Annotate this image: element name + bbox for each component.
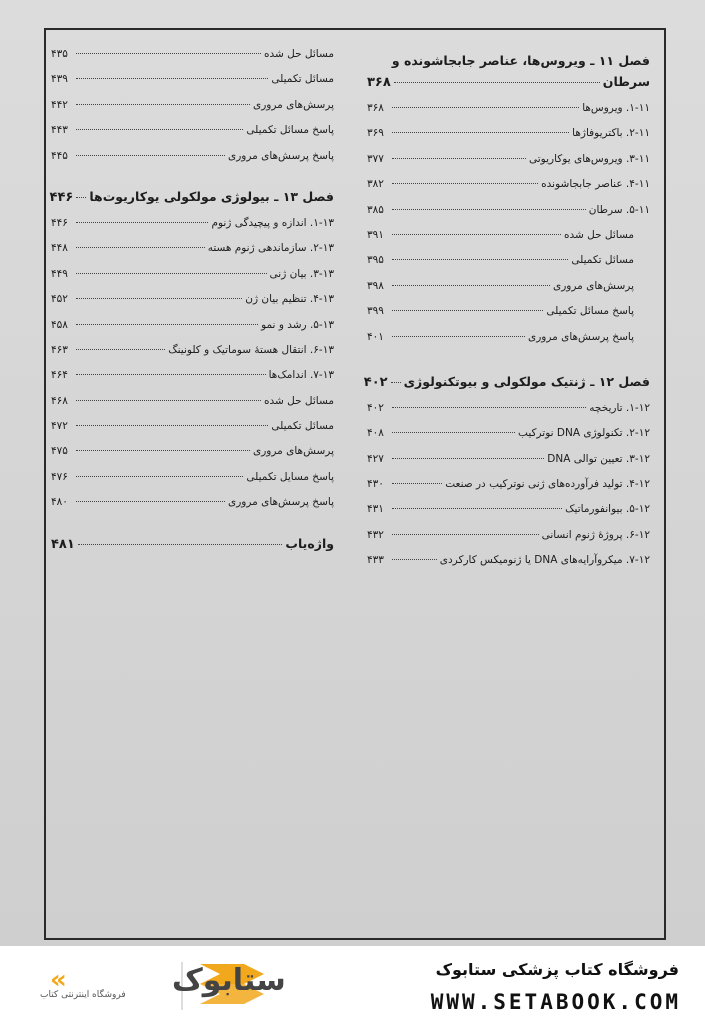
toc-entry-title: پاسخ مسائل تکمیلی [546, 305, 634, 318]
glossary-heading [51, 536, 334, 564]
toc-section-row [367, 204, 650, 229]
toc-entry-title: ۲-۱۳. سازماندهی ژنوم هسته [207, 242, 334, 255]
toc-entry-title: ۴-۱۲. تولید فرآورده‌های ژنی نوترکیب در صنعت [445, 478, 650, 491]
toc-entry-page: ۳۶۹ [367, 127, 384, 140]
toc-extra-row [367, 254, 650, 279]
toc-entry-page: ۴۴۵ [51, 149, 68, 162]
glossary-title: واژه‌یاب [285, 535, 334, 551]
leader-dots [76, 273, 267, 274]
chapter-12-heading [363, 373, 650, 402]
chapter-11-page: ۳۶۸ [367, 75, 391, 90]
toc-entry-title: پاسخ مسایل تکمیلی [246, 470, 334, 483]
leader-dots [76, 298, 242, 299]
toc-entry-page: ۴۶۸ [51, 394, 68, 407]
toc-entry-page: ۴۴۸ [51, 242, 68, 255]
leader-dots [76, 425, 268, 426]
toc-entry-page: ۴۵۸ [51, 318, 68, 331]
toc-entry-title: ۷-۱۳. اندامک‌ها [268, 369, 334, 382]
leader-dots [392, 107, 579, 108]
toc-entry-page: ۴۰۱ [367, 330, 384, 343]
leader-dots [76, 129, 243, 130]
toc-section-row [51, 99, 334, 124]
toc-entry-title: ۴-۱۳. تنظیم بیان ژن [245, 293, 334, 306]
toc-entry-title: ۲-۱۱. باکتریوفاژها [572, 127, 650, 140]
toc-entry-page: ۴۳۵ [51, 48, 68, 60]
leader-dots [392, 336, 525, 337]
toc-entry-page: ۴۳۹ [51, 73, 68, 86]
toc-section-row [367, 127, 650, 152]
toc-entry-page: ۴۴۳ [51, 124, 68, 137]
leader-dots [392, 559, 437, 560]
shop-url: WWW.SETABOOK.COM [430, 990, 681, 1014]
leader-dots [392, 183, 538, 184]
leader-dots [392, 534, 539, 535]
leader-dots [76, 349, 165, 350]
toc-section-row [51, 124, 334, 149]
leader-dots [392, 458, 544, 459]
toc-extra-row [367, 331, 650, 356]
toc-entry-title: ۵-۱۲. بیوانفورماتیک [565, 503, 650, 516]
toc-entry-title: ۳-۱۳. بیان ژنی [269, 267, 334, 280]
toc-entry-title: پاسخ مسائل تکمیلی [246, 124, 334, 137]
chapter-12-title: فصل ۱۲ ـ ژنتیک مولکولی و بیوتکنولوژی [403, 373, 650, 389]
chapter-11-title-line1: فصل ۱۱ ـ ویروس‌ها، عناصر جابجاشونده و [391, 53, 650, 68]
leader-dots [392, 132, 569, 133]
shop-name: فروشگاه کتاب پزشکی ستابوک [435, 960, 679, 979]
leader-dots [76, 53, 261, 54]
leader-dots [392, 432, 515, 433]
toc-entry-page: ۴۷۶ [51, 470, 68, 483]
toc-entry-title: ۵-۱۱. سرطان [588, 203, 650, 216]
logo-wordmark: ستابوک [172, 963, 286, 998]
toc-entry-page: ۴۰۲ [367, 401, 384, 414]
contents-frame [44, 28, 666, 940]
toc-entry-page: ۳۹۵ [367, 254, 384, 267]
toc-section-row [51, 217, 334, 242]
toc-section-row [51, 344, 334, 369]
toc-entry-title: ۵-۱۳. رشد و نمو [261, 318, 334, 331]
chapter-11-title-line2: سرطان [602, 74, 650, 89]
leader-dots [76, 374, 266, 375]
toc-entry-title: پرسش‌های مروری [253, 98, 334, 111]
toc-entry-page: ۳۹۹ [367, 305, 384, 318]
toc-section-row [51, 73, 334, 98]
toc-entry-page: ۴۳۰ [367, 478, 384, 491]
toc-section-row [367, 554, 650, 579]
setabook-logo [22, 954, 322, 1016]
toc-entry-title: مسائل تکمیلی [271, 73, 334, 86]
toc-entry-page: ۴۷۵ [51, 445, 68, 458]
toc-entry-page: ۴۳۱ [367, 503, 384, 516]
leader-dots [76, 400, 261, 401]
toc-section-row [51, 268, 334, 293]
toc-section-row [367, 478, 650, 503]
toc-section-row [51, 471, 334, 496]
toc-section-row [51, 496, 334, 521]
toc-section-row [51, 420, 334, 445]
toc-section-row [51, 48, 334, 73]
leader-dots [392, 483, 442, 484]
chapter-11-heading [367, 48, 650, 102]
toc-entry-title: پاسخ پرسش‌های مروری [227, 496, 334, 509]
toc-entry-page: ۴۴۲ [51, 98, 68, 111]
toc-section-row [51, 369, 334, 394]
leader-dots [391, 382, 401, 383]
toc-entry-page: ۴۶۴ [51, 369, 68, 382]
toc-left-column [51, 48, 334, 564]
leader-dots [76, 78, 268, 79]
toc-entry-page: ۳۸۲ [367, 178, 384, 191]
toc-section-row [367, 153, 650, 178]
toc-entry-title: مسائل حل شده [264, 394, 334, 407]
toc-section-row [51, 445, 334, 470]
toc-entry-title: مسائل حل شده [264, 48, 334, 60]
toc-entry-title: پاسخ پرسش‌های مروری [527, 330, 634, 343]
leader-dots [76, 247, 205, 248]
toc-extra-row [367, 280, 650, 305]
toc-entry-title: ۶-۱۳. انتقال هستهٔ سوماتیک و کلونینگ [168, 343, 334, 356]
toc-entry-title: ۱-۱۱. ویروس‌ها [582, 102, 650, 114]
logo-caption: فروشگاه اینترنتی کتاب [40, 990, 126, 1000]
toc-entry-page: ۴۰۸ [367, 427, 384, 440]
leader-dots [76, 197, 86, 198]
toc-section-row [367, 529, 650, 554]
toc-entry-title: پرسش‌های مروری [253, 445, 334, 458]
toc-entry-page: ۳۹۱ [367, 228, 384, 241]
toc-entry-page: ۴۴۹ [51, 267, 68, 280]
toc-entry-page: ۴۴۶ [51, 216, 68, 229]
leader-dots [76, 155, 225, 156]
leader-dots [392, 259, 568, 260]
logo-quote-icon: « [50, 965, 67, 995]
leader-dots [392, 158, 526, 159]
chapter-13-title: فصل ۱۳ ـ بیولوژی مولکولی یوکاریوت‌ها [89, 188, 334, 204]
leader-dots [76, 501, 225, 502]
glossary-page: ۴۸۱ [51, 536, 75, 552]
toc-right-column [363, 48, 650, 580]
toc-section-row [367, 402, 650, 427]
leader-dots [76, 222, 208, 223]
toc-entry-page: ۴۶۳ [51, 343, 68, 356]
toc-section-row [367, 503, 650, 528]
toc-entry-title: ۱-۱۳. اندازه و پیچیدگی ژنوم [211, 216, 334, 229]
toc-entry-title: مسائل تکمیلی [571, 254, 634, 267]
leader-dots [76, 104, 250, 105]
toc-section-row [367, 453, 650, 478]
toc-entry-page: ۴۷۲ [51, 420, 68, 433]
chapter-12-page: ۴۰۲ [363, 374, 388, 390]
leader-dots [394, 82, 600, 83]
toc-section-row [51, 395, 334, 420]
toc-entry-title: ۶-۱۲. پروژهٔ ژنوم انسانی [541, 528, 650, 541]
toc-entry-title: ۴-۱۱. عناصر جابجاشونده [541, 178, 650, 191]
toc-entry-title: پرسش‌های مروری [553, 279, 634, 292]
toc-section-row [367, 178, 650, 203]
toc-entry-page: ۴۲۷ [367, 452, 384, 465]
toc-section-row [367, 427, 650, 452]
toc-entry-title: پاسخ پرسش‌های مروری [227, 149, 334, 162]
leader-dots [76, 476, 243, 477]
toc-entry-page: ۳۸۵ [367, 203, 384, 216]
toc-section-row [51, 242, 334, 267]
toc-section-row [51, 319, 334, 344]
toc-entry-title: ۱-۱۲. تاریخچه [589, 401, 650, 414]
toc-entry-title: ۳-۱۱. ویروس‌های یوکاریوتی [529, 152, 650, 165]
toc-entry-page: ۴۳۲ [367, 528, 384, 541]
toc-entry-page: ۳۷۷ [367, 152, 384, 165]
toc-section-row [51, 150, 334, 175]
toc-entry-page: ۳۶۸ [367, 102, 384, 114]
leader-dots [392, 310, 543, 311]
toc-entry-page: ۴۳۳ [367, 554, 384, 567]
toc-entry-title: مسائل حل شده [564, 228, 634, 241]
toc-entry-title: ۳-۱۲. تعیین توالی DNA [547, 452, 650, 465]
toc-entry-title: ۷-۱۲. میکروآرایه‌های DNA یا ژنومیکس کارکردی [439, 554, 650, 567]
toc-section-row [367, 102, 650, 127]
chapter-13-heading [51, 189, 334, 217]
leader-dots [78, 544, 283, 545]
toc-entry-title: مسائل تکمیلی [271, 420, 334, 433]
leader-dots [392, 234, 561, 235]
store-footer-banner [0, 946, 705, 1024]
toc-entry-page: ۴۵۲ [51, 293, 68, 306]
toc-entry-page: ۴۸۰ [51, 496, 68, 509]
toc-extra-row [367, 229, 650, 254]
leader-dots [392, 285, 550, 286]
leader-dots [76, 450, 250, 451]
leader-dots [392, 508, 562, 509]
leader-dots [76, 324, 258, 325]
leader-dots [392, 209, 586, 210]
toc-section-row [51, 293, 334, 318]
leader-dots [392, 407, 586, 408]
toc-entry-title: ۲-۱۲. تکنولوژی DNA نوترکیب [518, 427, 650, 440]
toc-extra-row [367, 305, 650, 330]
toc-entry-page: ۳۹۸ [367, 279, 384, 292]
chapter-13-page: ۴۴۶ [49, 189, 74, 205]
